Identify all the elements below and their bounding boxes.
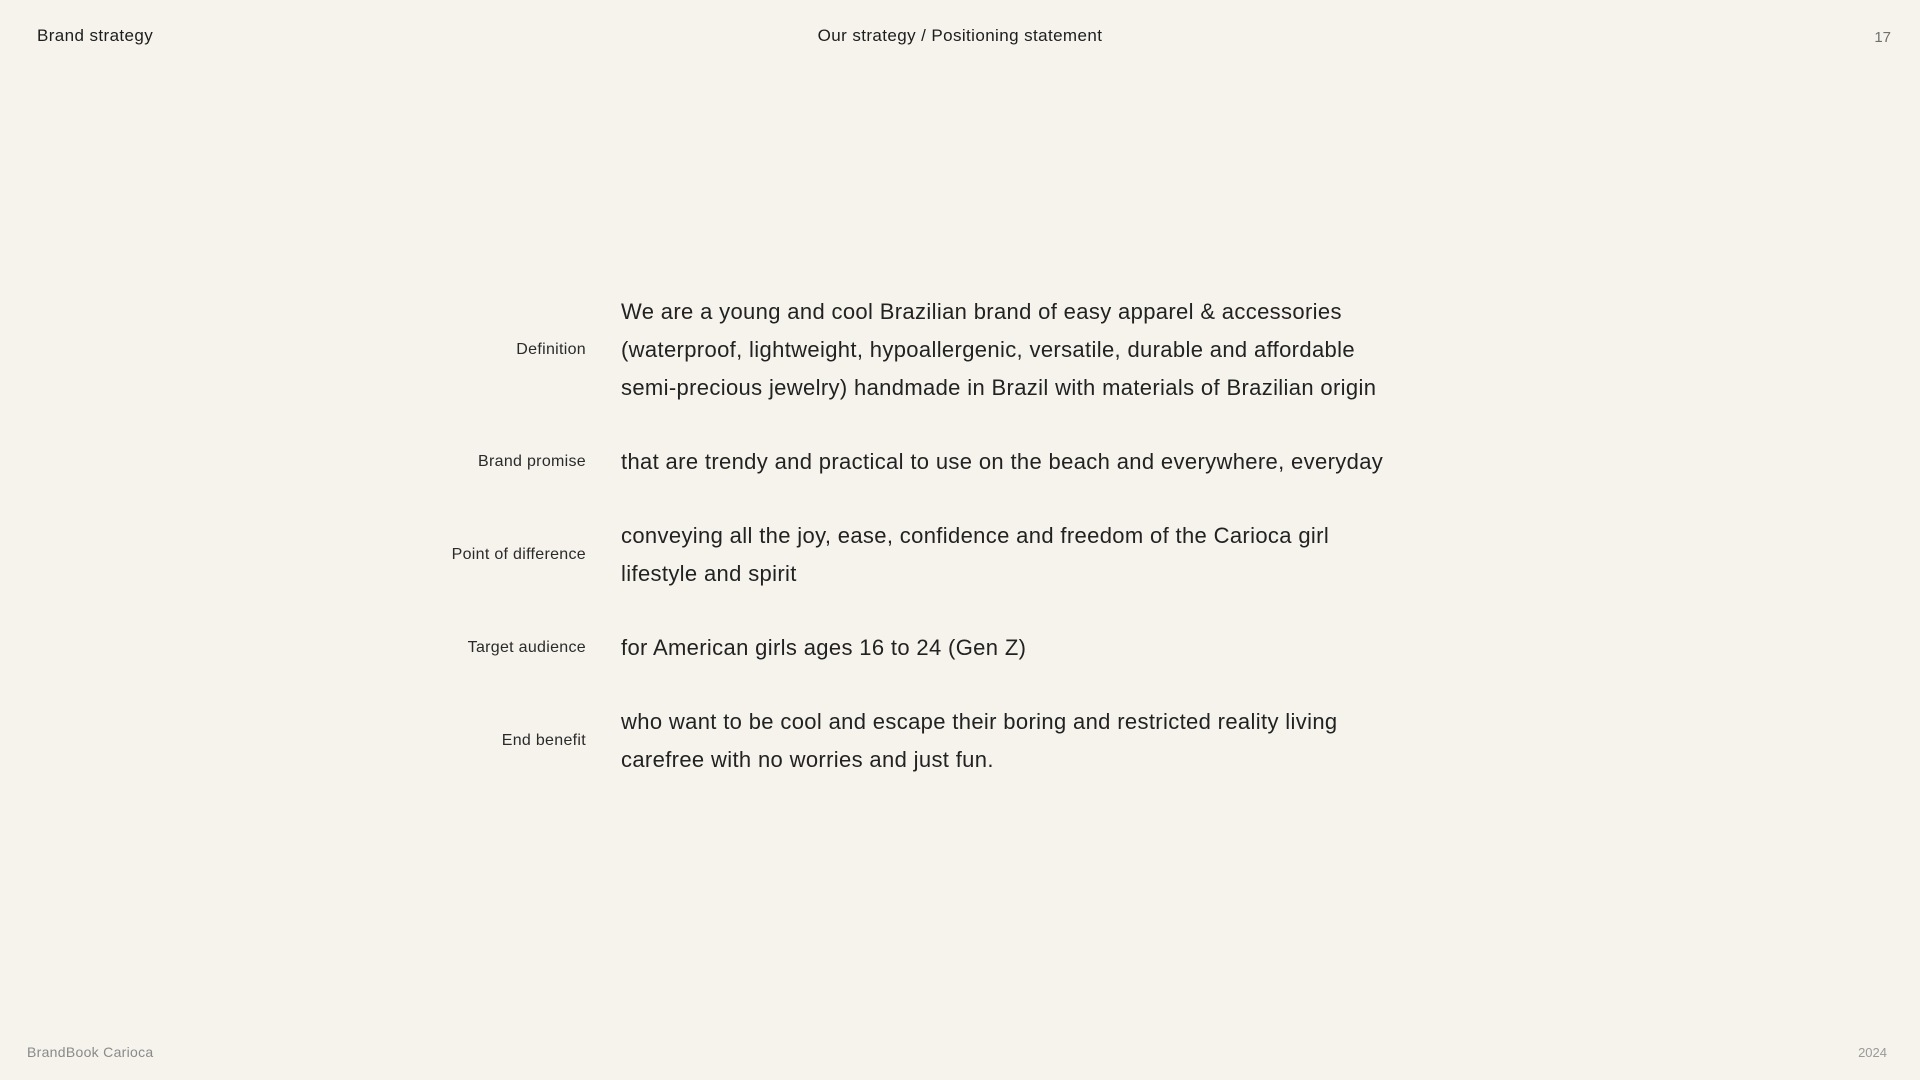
row-text-brand-promise [621, 443, 1383, 481]
text-line: that are trendy and practical to use on the beach and everywhere, everyday [621, 449, 1384, 474]
positioning-table [0, 293, 1920, 815]
text-line: for American girls ages 16 to 24 (Gen Z) [621, 635, 1027, 660]
text-line: We are a young and cool Brazilian brand of easy apparel & accessories [621, 299, 1342, 324]
row-label-definition: Definition [516, 341, 586, 358]
positioning-row-end-benefit [0, 703, 1920, 779]
positioning-row-brand-promise [0, 443, 1920, 481]
footer-year: 2024 [1858, 1045, 1887, 1060]
page-number: 17 [1874, 29, 1891, 46]
row-text-end-benefit [621, 703, 1338, 779]
positioning-row-target-audience [0, 629, 1920, 667]
slide-section-title: Brand strategy [37, 26, 154, 45]
positioning-row-definition [0, 293, 1920, 407]
text-line: semi-precious jewelry) handmade in Brazil with materials of Brazilian origin [621, 375, 1377, 400]
text-line: carefree with no worries and just fun. [621, 747, 994, 772]
row-label-end-benefit: End benefit [501, 732, 586, 749]
positioning-row-point-of-difference [0, 517, 1920, 593]
text-line: lifestyle and spirit [621, 561, 797, 586]
row-label-point-of-difference: Point of difference [451, 546, 586, 563]
footer-brand: BrandBook Carioca [27, 1044, 154, 1060]
text-line: who want to be cool and escape their boring and restricted reality living [621, 709, 1338, 734]
row-text-definition [621, 293, 1376, 407]
row-text-point-of-difference [621, 517, 1329, 593]
text-line: conveying all the joy, ease, confidence and freedom of the Carioca girl [621, 523, 1330, 548]
slide-breadcrumb: Our strategy / Positioning statement [817, 26, 1103, 45]
row-label-brand-promise: Brand promise [478, 453, 586, 470]
text-line: (waterproof, lightweight, hypoallergenic, versatile, durable and affordable [621, 337, 1355, 362]
row-label-target-audience: Target audience [467, 639, 586, 656]
row-text-target-audience [621, 629, 1026, 667]
